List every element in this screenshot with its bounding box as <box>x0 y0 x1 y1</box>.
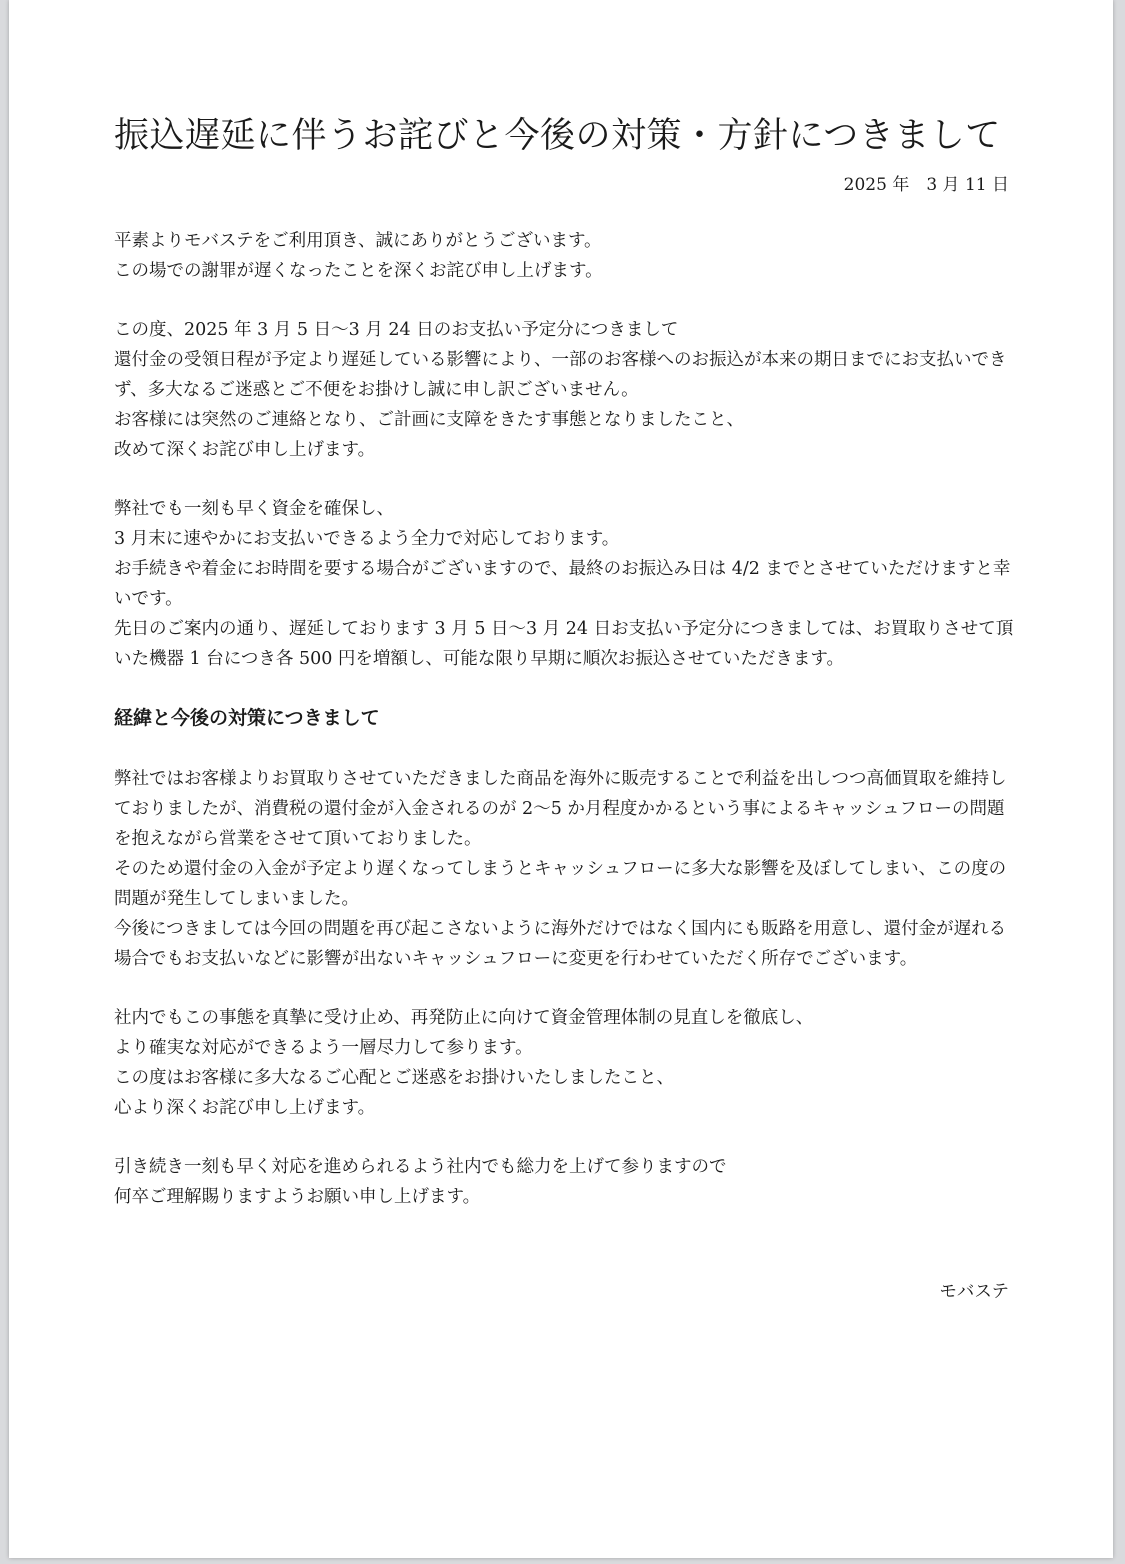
paragraph-line: この度はお客様に多大なるご心配とご迷惑をお掛けいたしましたこと、 <box>114 1068 674 1088</box>
document-date: 2025 年 3 月 11 日 <box>843 175 1009 195</box>
paragraph-line: 弊社ではお客様よりお買取りさせていただきました商品を海外に販売することで利益を出しつつ高価買取を維持しておりましたが、消費税の還付金が入金されるのが 2〜5 か月程度かかるという事によるキャッシュフローの問題を抱えながら営業をさせて頂いておりました。 <box>114 769 1007 849</box>
paragraph-line: この度、2025 年 3 月 5 日〜3 月 24 日のお支払い予定分につきまして <box>114 320 679 340</box>
paragraph-background <box>114 764 1016 974</box>
paragraph-line: この場での謝罪が遅くなったことを深くお詫び申し上げます。 <box>114 261 603 281</box>
paragraph-line: 今後につきましては今回の問題を再び起こさないように海外だけではなく国内にも販路を用意し、還付金が遅れる場合でもお支払いなどに影響が出ないキャッシュフローに変更を行わせていただく所存でございます。 <box>114 919 1007 969</box>
paragraph-line: 改めて深くお詫び申し上げます。 <box>114 440 376 460</box>
paragraph-line: 還付金の受領日程が予定より遅延している影響により、一部のお客様へのお振込が本来の期日までにお支払いできず、多大なるご迷惑とご不便をお掛けし誠に申し訳ございません。 <box>114 350 1007 400</box>
paragraph-line: 何卒ご理解賜りますようお願い申し上げます。 <box>114 1187 481 1207</box>
paragraph-line: 先日のご案内の通り、遅延しております 3 月 5 日〜3 月 24 日お支払い予定分につきましては、お買取りさせて頂いた機器 1 台につき各 500 円を増額し、可能な限り早期に順次お振込させていただきます。 <box>114 619 1014 669</box>
paragraph-prevention <box>114 1003 1016 1123</box>
signature: モバステ <box>939 1282 1009 1302</box>
document-page <box>9 0 1113 1558</box>
paragraph-closing <box>114 1152 1016 1212</box>
paragraph-apology <box>114 315 1016 465</box>
paragraph-line: 心より深くお詫び申し上げます。 <box>114 1098 376 1118</box>
document-title: 振込遅延に伴うお詫びと今後の対策・方針につきまして <box>114 116 1001 156</box>
document-body <box>114 226 1016 1241</box>
paragraph-line: 3 月末に速やかにお支払いできるよう全力で対応しております。 <box>114 529 620 549</box>
paragraph-line: お客様には突然のご連絡となり、ご計画に支障をきたす事態となりましたこと、 <box>114 410 744 430</box>
paragraph-line: より確実な対応ができるよう一層尽力して参ります。 <box>114 1038 533 1058</box>
section-heading: 経緯と今後の対策につきまして <box>114 707 380 729</box>
paragraph-line: 平素よりモバステをご利用頂き、誠にありがとうございます。 <box>114 231 602 251</box>
paragraph-greeting <box>114 226 1016 286</box>
paragraph-line: 弊社でも一刻も早く資金を確保し、 <box>114 499 394 519</box>
paragraph-payment-schedule <box>114 494 1016 674</box>
paragraph-line: そのため還付金の入金が予定より遅くなってしまうとキャッシュフローに多大な影響を及ぼしてしまい、この度の問題が発生してしまいました。 <box>114 859 1007 909</box>
paragraph-line: お手続きや着金にお時間を要する場合がございますので、最終のお振込み日は 4/2 までとさせていただけますと幸いです。 <box>114 559 1011 609</box>
paragraph-line: 引き続き一刻も早く対応を進められるよう社内でも総力を上げて参りますので <box>114 1157 727 1177</box>
paragraph-line: 社内でもこの事態を真摯に受け止め、再発防止に向けて資金管理体制の見直しを徹底し、 <box>114 1008 814 1028</box>
